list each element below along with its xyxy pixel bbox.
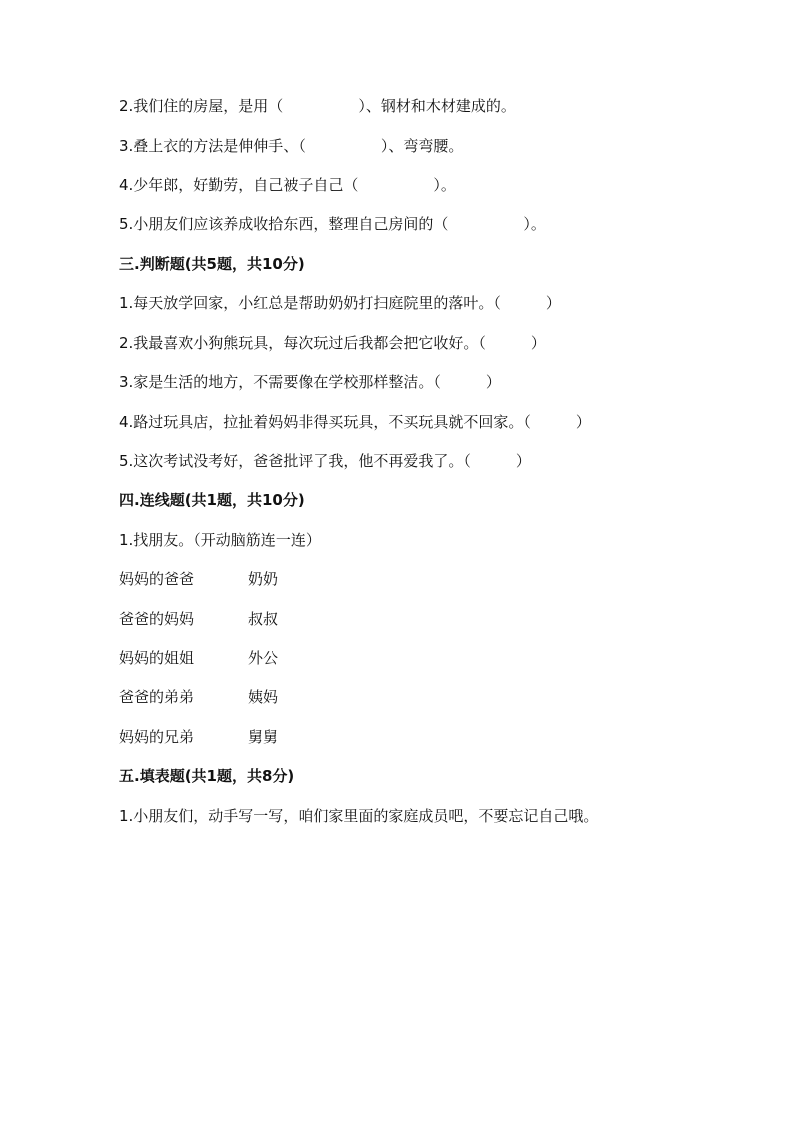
fill-blank-question-4: 4.少年郎，好勤劳，自己被子自己（ ）。 bbox=[119, 176, 456, 194]
fill-blank-question-5: 5.小朋友们应该养成收拾东西，整理自己房间的（ ）。 bbox=[119, 215, 546, 233]
section-heading-judgment: 三.判断题(共5题，共10分) bbox=[119, 255, 305, 273]
fill-blank-question-2: 2.我们住的房屋，是用（ ）、钢材和木材建成的。 bbox=[119, 97, 516, 115]
match-right-item: 姨妈 bbox=[248, 688, 279, 706]
judgment-question-4: 4.路过玩具店，拉扯着妈妈非得买玩具，不买玩具就不回家。（ ） bbox=[119, 413, 591, 431]
section-heading-matching: 四.连线题(共1题，共10分) bbox=[119, 491, 305, 509]
judgment-question-3: 3.家是生活的地方，不需要像在学校那样整洁。（ ） bbox=[119, 373, 501, 391]
match-left-item: 妈妈的兄弟 bbox=[119, 728, 195, 746]
judgment-question-1: 1.每天放学回家，小红总是帮助奶奶打扫庭院里的落叶。（ ） bbox=[119, 294, 561, 312]
match-right-item: 奶奶 bbox=[248, 570, 279, 588]
table-question-1: 1.小朋友们，动手写一写，咱们家里面的家庭成员吧，不要忘记自己哦。 bbox=[119, 807, 599, 825]
match-left-item: 爸爸的弟弟 bbox=[119, 688, 195, 706]
match-left-item: 妈妈的爸爸 bbox=[119, 570, 195, 588]
match-left-item: 妈妈的姐姐 bbox=[119, 649, 195, 667]
match-right-item: 外公 bbox=[248, 649, 279, 667]
fill-blank-question-3: 3.叠上衣的方法是伸伸手、（ ）、弯弯腰。 bbox=[119, 137, 464, 155]
match-left-item: 爸爸的妈妈 bbox=[119, 610, 195, 628]
match-right-item: 舅舅 bbox=[248, 728, 279, 746]
judgment-question-2: 2.我最喜欢小狗熊玩具，每次玩过后我都会把它收好。（ ） bbox=[119, 334, 546, 352]
matching-question-1: 1.找朋友。（开动脑筋连一连） bbox=[119, 531, 321, 549]
match-right-item: 叔叔 bbox=[248, 610, 279, 628]
judgment-question-5: 5.这次考试没考好，爸爸批评了我，他不再爱我了。（ ） bbox=[119, 452, 531, 470]
section-heading-table: 五.填表题(共1题，共8分) bbox=[119, 767, 295, 785]
